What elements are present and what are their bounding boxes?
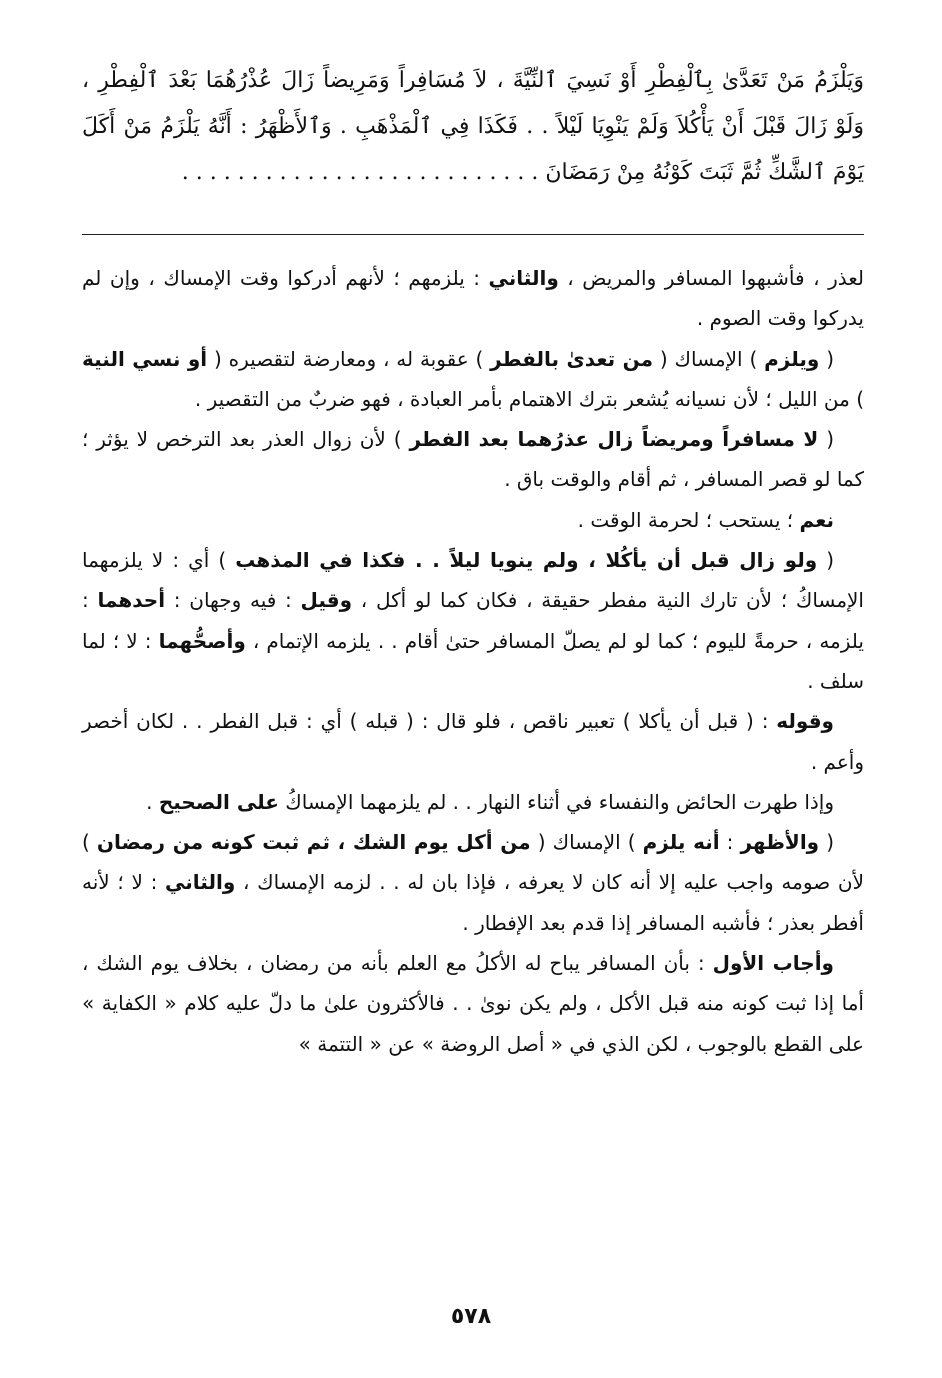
text-run: ) من الليل ؛ لأن نسيانه يُشعر بترك الاهتمام بأمر العبادة ، فهو ضربٌ من التقصير . (194, 386, 864, 411)
bold-run: من تعدىٰ بالفطر (490, 346, 653, 371)
bold-run: ولو زال قبل أن يأكُلا ، ولم ينويا ليلاً . . فكذا في المذهب (235, 548, 818, 573)
text-run: : لا ؛ لأنه أفطر بعذر ؛ فأشبه المسافر إذا قدم بعد الإفطار . (82, 870, 864, 935)
text-run: : بأن المسافر يباح له الأكلُ مع العلم بأنه من رمضان ، بخلاف يوم الشك ، أما إذا ثبت كونه منه قبل الأكل ، ولم يكن نوىٰ . . فالأكثرون علىٰ ما دلّ عليه كلام « الكفاية » على القطع بالوجوب ، لكن الذي في « أصل الروضة » عن « التتمة » (82, 951, 864, 1056)
text-run: : يلزمه ، حرمةً لليوم ؛ كما لو لم يصلّ المسافر حتىٰ أقام . . يلزمه الإتمام ، (82, 588, 864, 653)
text-run: : فيه وجهان : (165, 588, 301, 613)
text-run: لعذر ، فأشبهوا المسافر والمريض ، (558, 266, 864, 290)
text-run: وإذا طهرت الحائض والنفساء في أثناء النهار . . لم يلزمهما الإمساكُ (278, 789, 834, 814)
text-run: ) الإمساك ( (653, 346, 765, 371)
text-run: . (146, 789, 159, 814)
text-run: ) لأن زوال العذر بعد الترخص لا يؤثر ؛ كما لو قصر المسافر ، ثم أقام والوقت باق . (82, 427, 864, 492)
bold-run: أنه يلزم (642, 830, 720, 855)
text-run: ؛ يستحب ؛ لحرمة الوقت . (577, 507, 800, 532)
main-text: وَيَلْزَمُ مَنْ تَعَدَّىٰ بِٱلْفِطْرِ أَوْ نَسِيَ ٱلنِّيَّةَ ، لاَ مُسَافِراً وَمَرِيضاً زَالَ عُذْرُهُمَا بَعْدَ ٱلْفِطْرِ ، وَلَوْ زَالَ قَبْلَ أَنْ يَأْكُلاَ وَلَمْ يَنْوِيَا لَيْلاً . . فَكَذَا فِي ٱلْمَذْهَبِ . وَٱلأَظْهَرُ : أَنَّهُ يَلْزَمُ مَنْ أَكَلَ يَوْمَ ٱلشَّكِّ ثُمَّ ثَبَتَ كَوْنُهُ مِنْ رَمَضَانَ . . . . . . . . . . . . . . . . . . . . . . . . . . (82, 68, 864, 185)
text-run: : (719, 830, 741, 855)
commentary-paragraph-2 (82, 339, 864, 420)
commentary-block (82, 258, 864, 1064)
bold-run: والأظهر (740, 830, 820, 855)
bold-run: وأجاب الأول (712, 951, 834, 976)
bold-run: وقوله (776, 709, 834, 734)
text-run: ( (819, 830, 834, 855)
bold-run: وقيل (300, 588, 353, 613)
text-run: : يلزمهم ؛ لأنهم أدركوا وقت الإمساك ، وإن لم يدركوا وقت الصوم . (82, 266, 864, 331)
text-run: ) الإمساك ( (530, 830, 643, 855)
bold-run: أحدهما (97, 588, 166, 613)
text-run: ) عقوبة له ، ومعارضة لتقصيره ( (207, 346, 491, 371)
text-run: : لا ؛ لما سلف . (82, 628, 864, 693)
main-text-block (82, 58, 864, 196)
commentary-paragraph-7 (82, 782, 864, 822)
text-run: ( (818, 427, 835, 452)
commentary-paragraph-5 (82, 540, 864, 701)
commentary-paragraph-8 (82, 822, 864, 943)
bold-run: وأصحُّهما (158, 628, 246, 653)
commentary-paragraph-6 (82, 701, 864, 782)
bold-run: والثاني (488, 266, 559, 290)
footnote-divider (82, 234, 864, 235)
text-run: ) لأن صومه واجب عليه إلا أنه كان لا يعرفه ، فإذا بان له . . لزمه الإمساك ، (82, 830, 864, 895)
commentary-paragraph-4 (82, 500, 864, 540)
bold-run: نعم (799, 507, 834, 532)
text-run: : ( قبل أن يأكلا ) تعبير ناقص ، فلو قال : ( قبله ) أي : قبل الفطر . . لكان أخصر وأعم . (82, 709, 864, 774)
bold-run: من أكل يوم الشك ، ثم ثبت كونه من رمضان (96, 830, 531, 855)
commentary-paragraph-1 (82, 258, 864, 339)
page-number: ٥٧٨ (450, 1304, 492, 1329)
bold-run: ويلزم (764, 346, 820, 371)
bold-run: أو نسي النية (82, 346, 208, 371)
text-run: ) أي : لا يلزمهما الإمساكُ ؛ لأن تارك النية مفطر حقيقة ، فكان كما لو أكل ، (82, 548, 864, 613)
bold-run: والثاني (165, 870, 236, 895)
commentary-paragraph-3 (82, 419, 864, 500)
text-run: ( (817, 548, 834, 573)
text-run: ( (819, 346, 835, 371)
bold-run: على الصحيح (158, 789, 279, 814)
commentary-paragraph-9 (82, 943, 864, 1064)
bold-run: لا مسافراً ومريضاً زال عذرُهما بعد الفطر (409, 427, 819, 452)
